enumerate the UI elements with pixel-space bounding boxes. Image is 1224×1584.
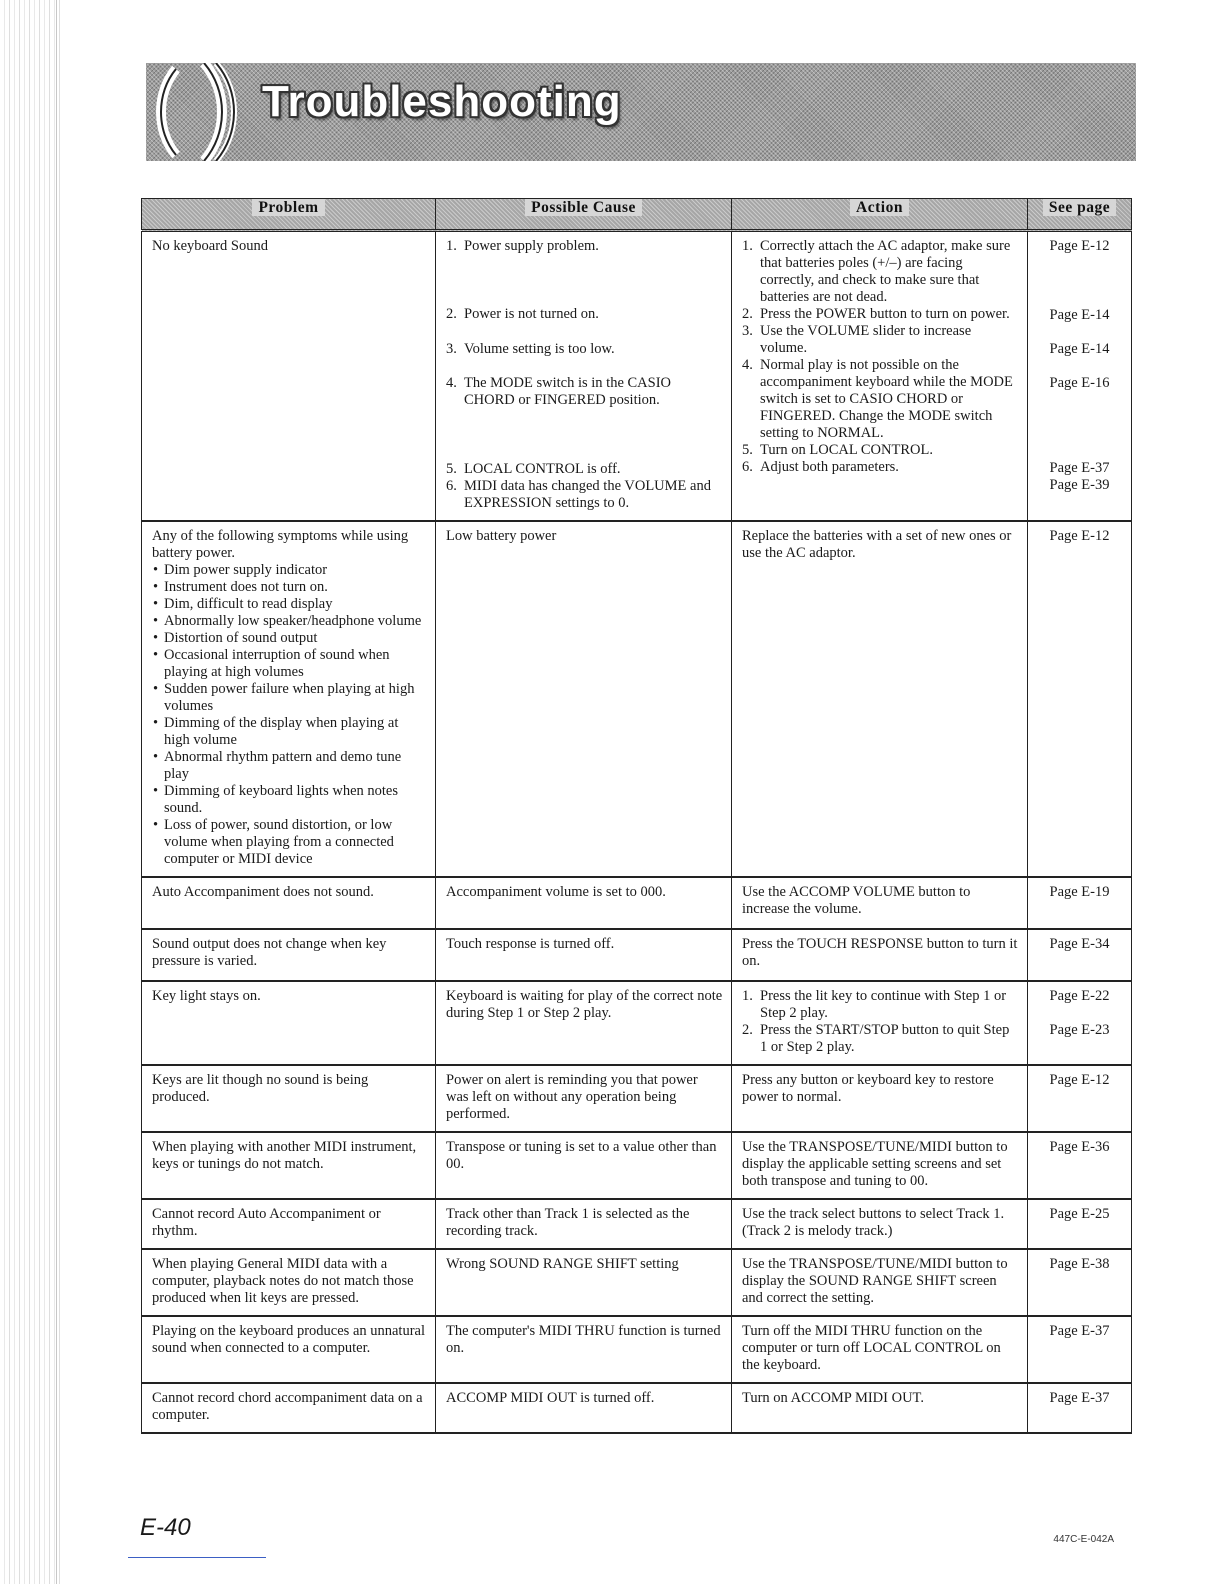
page-ref-cell: Page E-25 (1028, 1199, 1132, 1249)
problem-cell: Any of the following symptoms while using battery power. • Dim power supply indicator • Instrument does not turn on. • Dim, difficult to read display • Abnormally low speaker/headphone volume • Distortion of sound output • Occasional interruption of sound when playing at high volumes • Sudden power failure when playing at high volumes • Dimming of the display when playing at high volume • Abnormal rhythm pattern and demo tune play • Dimming of keyboard lights when notes sound. • Loss of power, sound distortion, or low volume when playing from a connected computer or MIDI device (142, 521, 436, 877)
page-ref-cell: Page E-38 (1028, 1249, 1132, 1316)
problem-cell: When playing General MIDI data with a computer, playback notes do not match those produced when lit keys are pressed. (142, 1249, 436, 1316)
table-row (142, 1249, 1132, 1316)
problem-cell: Key light stays on. (142, 981, 436, 1065)
troubleshooting-table (141, 198, 1132, 1434)
action-cell: Press any button or keyboard key to restore power to normal. (732, 1065, 1028, 1132)
section-banner (146, 63, 1136, 161)
cause-cell: The computer's MIDI THRU function is turned on. (436, 1316, 732, 1383)
document-code: 447C-E-042A (1053, 1534, 1114, 1545)
action-cell: Use the track select buttons to select Track 1. (Track 2 is melody track.) (732, 1199, 1028, 1249)
table-row (142, 1316, 1132, 1383)
page-ref-cell: Page E-36 (1028, 1132, 1132, 1199)
table-row (142, 929, 1132, 981)
action-cell: Use the ACCOMP VOLUME button to increase the volume. (732, 877, 1028, 929)
page-number: E-40 (140, 1514, 191, 1541)
action-cell: Turn off the MIDI THRU function on the computer or turn off LOCAL CONTROL on the keyboard. (732, 1316, 1028, 1383)
cause-cell: Power on alert is reminding you that power was left on without any operation being performed. (436, 1065, 732, 1132)
page-ref-cell: Page E-12 (1028, 521, 1132, 877)
page-ref-cell: Page E-37 (1028, 1316, 1132, 1383)
cause-cell: Keyboard is waiting for play of the correct note during Step 1 or Step 2 play. (436, 981, 732, 1065)
action-cell: Turn on ACCOMP MIDI OUT. (732, 1383, 1028, 1433)
action-cell: Replace the batteries with a set of new ones or use the AC adaptor. (732, 521, 1028, 877)
table-row (142, 1065, 1132, 1132)
table-header-row (142, 199, 1132, 231)
parenthesis-icon (146, 63, 256, 161)
page-ref-cell: Page E-34 (1028, 929, 1132, 981)
problem-cell: Auto Accompaniment does not sound. (142, 877, 436, 929)
cause-cell: Wrong SOUND RANGE SHIFT setting (436, 1249, 732, 1316)
table-row (142, 877, 1132, 929)
action-cell: Use the TRANSPOSE/TUNE/MIDI button to display the SOUND RANGE SHIFT screen and correct the setting. (732, 1249, 1028, 1316)
problem-cell: When playing with another MIDI instrument, keys or tunings do not match. (142, 1132, 436, 1199)
table-row (142, 981, 1132, 1065)
page-title: Troubleshooting (262, 77, 622, 126)
page-ref-cell: Page E-22 Page E-23 (1028, 981, 1132, 1065)
table-row (142, 1132, 1132, 1199)
problem-cell: Cannot record Auto Accompaniment or rhythm. (142, 1199, 436, 1249)
table-row (142, 521, 1132, 877)
action-cell: 1. Correctly attach the AC adaptor, make sure that batteries poles (+/–) are facing correctly, and check to make sure that batteries are not dead. 2. Press the POWER button to turn on power. 3. Use the VOLUME slider to increase volume. 4. Normal play is not possible on the accompaniment keyboard while the MODE switch is set to CASIO CHORD or FINGERED. Change the MODE switch setting to NORMAL. 5. Turn on LOCAL CONTROL. 6. Adjust both parameters. (732, 231, 1028, 522)
table-row (142, 231, 1132, 522)
page-ref-cell: Page E-12 (1028, 1065, 1132, 1132)
cause-cell: Touch response is turned off. (436, 929, 732, 981)
footer-divider (128, 1557, 266, 1558)
action-cell: Use the TRANSPOSE/TUNE/MIDI button to display the applicable setting screens and set both transpose and tuning to 00. (732, 1132, 1028, 1199)
page-ref-cell: Page E-19 (1028, 877, 1132, 929)
problem-cell: No keyboard Sound (142, 231, 436, 522)
action-cell: 1. Press the lit key to continue with Step 1 or Step 2 play. 2. Press the START/STOP button to quit Step 1 or Step 2 play. (732, 981, 1028, 1065)
page-ref-cell: Page E-37 (1028, 1383, 1132, 1433)
problem-cell: Sound output does not change when key pressure is varied. (142, 929, 436, 981)
cause-cell: Low battery power (436, 521, 732, 877)
cause-cell: Transpose or tuning is set to a value other than 00. (436, 1132, 732, 1199)
cause-cell: Accompaniment volume is set to 000. (436, 877, 732, 929)
table-row (142, 1383, 1132, 1433)
action-cell: Press the TOUCH RESPONSE button to turn it on. (732, 929, 1028, 981)
cause-cell: Track other than Track 1 is selected as the recording track. (436, 1199, 732, 1249)
table-row (142, 1199, 1132, 1249)
header-problem: Problem (142, 199, 436, 231)
problem-cell: Cannot record chord accompaniment data on a computer. (142, 1383, 436, 1433)
cause-cell: 1. Power supply problem. 2. Power is not turned on. 3. Volume setting is too low. 4. The MODE switch is in the CASIO CHORD or FINGERED position. 5. LOCAL CONTROL is off. 6. MIDI data has changed the VOLUME and EXPRESSION settings to 0. (436, 231, 732, 522)
problem-cell: Playing on the keyboard produces an unnatural sound when connected to a computer. (142, 1316, 436, 1383)
cause-cell: ACCOMP MIDI OUT is turned off. (436, 1383, 732, 1433)
header-action: Action (732, 199, 1028, 231)
header-see-page: See page (1028, 199, 1132, 231)
problem-cell: Keys are lit though no sound is being produced. (142, 1065, 436, 1132)
binding-edge (0, 0, 60, 1584)
header-possible-cause: Possible Cause (436, 199, 732, 231)
page-ref-cell: Page E-12 Page E-14 Page E-14 Page E-16 Page E-37 Page E-39 (1028, 231, 1132, 522)
